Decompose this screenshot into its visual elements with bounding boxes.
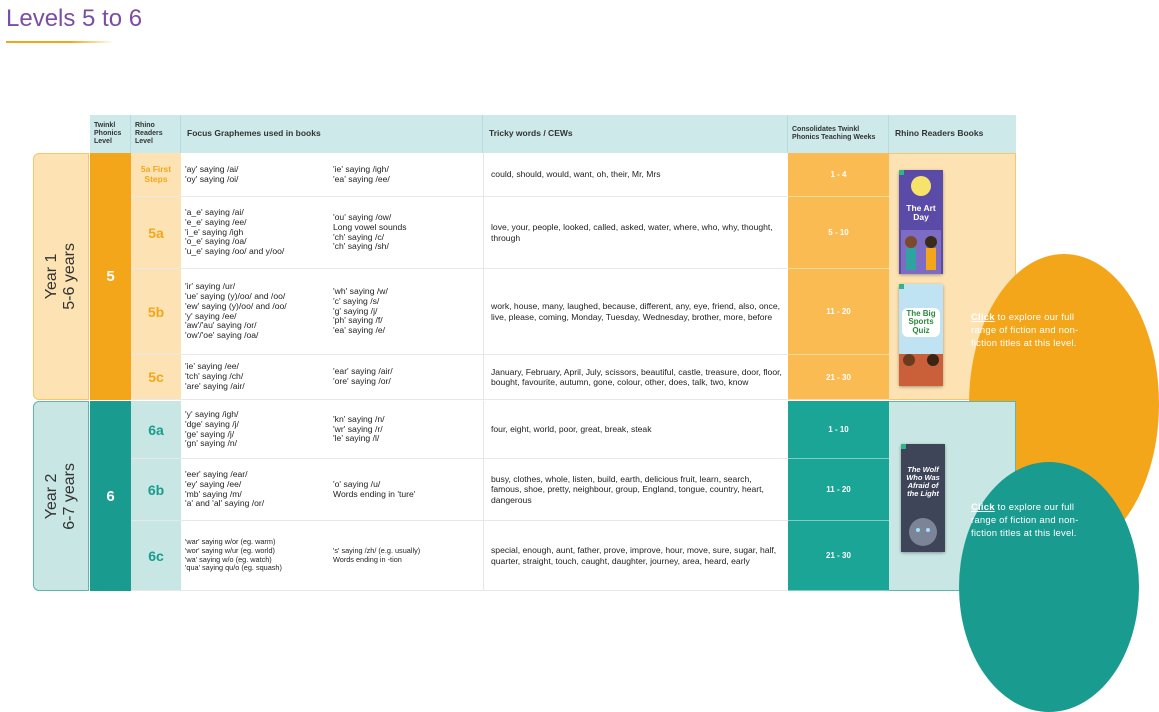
tricky-words: could, should, would, want, oh, their, Mr, Mrs: [483, 153, 788, 196]
books-panel-level-5: [889, 153, 1079, 400]
graphemes-col-2: 's' saying /zh/ (e.g. usually) Words ending in -tion: [333, 545, 421, 564]
header-teaching-weeks: Consolidates Twinkl Phonics Teaching Weeks: [788, 115, 889, 153]
tricky-words: busy, clothes, whole, listen, build, earth, delicious fruit, learn, search, famous, shoe, pretty, neighbour, group, England, tongue, country, heart, dangerous: [483, 459, 788, 520]
graphemes-col-2: 'kn' saying /n/ 'wr' saying /r/ 'le' saying /l/: [333, 413, 385, 444]
table-row: [131, 269, 788, 355]
graphemes-col-1: 'war' saying w/or (eg. warm) 'wor' saying w/ur (eg. world) 'wa' saying w/o (eg. watch) 'qua' saying qu/o (eg. squash): [185, 537, 282, 573]
tricky-words: four, eight, world, poor, great, break, steak: [483, 401, 788, 458]
rhino-level: 6a: [131, 401, 181, 458]
year-2-ages: 6-7 years: [61, 462, 79, 530]
page-title: Levels 5 to 6: [6, 5, 143, 32]
graphemes-col-1: 'a_e' saying /ai/ 'e_e' saying /ee/ 'i_e' saying /igh 'o_e' saying /oa/ 'u_e' saying /oo/ and y/oo/: [185, 206, 285, 257]
year-1-band: [33, 153, 89, 400]
table-row: [131, 401, 788, 459]
teaching-weeks: 21 - 30: [788, 355, 889, 400]
graphemes-col-2: 'o' saying /u/ Words ending in 'ture': [333, 478, 416, 499]
header-books: Rhino Readers Books: [889, 115, 1016, 153]
rhino-level: 6b: [131, 459, 181, 520]
rhino-level: 5b: [131, 269, 181, 354]
header-phonics-level: Twinkl Phonics Level: [90, 115, 131, 153]
cta-rest: to explore our full range of fiction and non-fiction titles at this level.: [971, 502, 1079, 539]
levels-table: [33, 115, 1079, 592]
tricky-words: love, your, people, looked, called, asked, water, where, who, why, thought, through: [483, 197, 788, 268]
decorative-blob: [959, 462, 1139, 712]
teaching-weeks: 1 - 10: [788, 401, 889, 459]
year-1-label: Year 1: [42, 253, 60, 300]
header-rhino-level: Rhino Readers Level: [131, 115, 181, 153]
year-1-ages: 5-6 years: [61, 243, 79, 310]
graphemes-col-2: 'ou' saying /ow/ Long vowel sounds 'ch' saying /c/ 'ch' saying /sh/: [333, 211, 407, 252]
tricky-words: special, enough, aunt, father, prove, improve, hour, move, sure, sugar, half, quarter, straight, touch, caught, daughter, journey, area, heard, early: [483, 521, 788, 590]
table-row: [131, 459, 788, 521]
tricky-words: January, February, April, July, scissors, beautiful, castle, treasure, door, floor, bought, favourite, autumn, gone, colour, other, does, talk, two, know: [483, 355, 788, 399]
cta-text: [971, 312, 1101, 350]
cta-rest: to explore our full range of fiction and non-fiction titles at this level.: [971, 312, 1079, 349]
teaching-weeks: 11 - 20: [788, 459, 889, 521]
wolf-illustration: [901, 444, 945, 552]
book-cover-art-day[interactable]: [899, 170, 943, 274]
graphemes-col-1: 'y' saying /igh/ 'dge' saying /j/ 'ge' saying /j/ 'gn' saying /n/: [185, 408, 239, 449]
graphemes-col-1: 'eer' saying /ear/ 'ey' saying /ee/ 'mb' saying /m/ 'a' and 'al' saying /or/: [185, 468, 265, 509]
tricky-words: work, house, many, laughed, because, different, any, eye, friend, also, once, live, please, coming, Monday, Tuesday, Wednesday, brother, more, before: [483, 269, 788, 354]
table-row: [131, 521, 788, 591]
art-day-illustration: [899, 170, 943, 274]
sports-quiz-title: The Big Sports Quiz: [902, 308, 940, 337]
books-panel-level-6: [889, 401, 1079, 591]
graphemes-col-1: 'ir' saying /ur/ 'ue' saying (y)/oo/ and /oo/ 'ew' saying (y)/oo/ and /oo/ 'y' saying /ee/ 'aw'/'au' saying /or/ 'ow'/'oe' saying /oa/: [185, 280, 287, 341]
year-2-label: Year 2: [42, 473, 60, 519]
teaching-weeks: 1 - 4: [788, 153, 889, 197]
graphemes-col-2: 'ie' saying /igh/ 'ea' saying /ee/: [333, 163, 390, 184]
wolf-title: The Wolf Who Was Afraid of the Light: [906, 465, 940, 498]
table-row: [131, 355, 788, 400]
rhino-level: 5a First Steps: [131, 153, 181, 196]
teaching-weeks: 21 - 30: [788, 521, 889, 591]
header-graphemes: Focus Graphemes used in books: [181, 115, 483, 153]
teaching-weeks: 5 - 10: [788, 197, 889, 269]
teaching-weeks: 11 - 20: [788, 269, 889, 355]
click-link[interactable]: Click: [971, 502, 995, 513]
graphemes-col-2: 'ear' saying /air/ 'ore' saying /or/: [333, 366, 393, 386]
book-cover-wolf[interactable]: [901, 444, 945, 552]
graphemes-col-1: 'ay' saying /ai/ 'oy' saying /oi/: [185, 163, 239, 184]
rhino-level: 6c: [131, 521, 181, 590]
year-2-band: [33, 401, 89, 591]
click-link[interactable]: Click: [971, 312, 995, 323]
phonics-level-5: 5: [90, 153, 131, 400]
graphemes-col-1: 'ie' saying /ee/ 'tch' saying /ch/ 'are' saying /air/: [185, 361, 245, 391]
book-cover-big-sports-quiz[interactable]: [899, 284, 943, 386]
table-row: [131, 153, 788, 197]
graphemes-col-2: 'wh' saying /w/ 'c' saying /s/ 'g' saying /j/ 'ph' saying /f/ 'ea' saying /e/: [333, 285, 388, 336]
header-tricky-words: Tricky words / CEWs: [483, 115, 788, 153]
rhino-level: 5a: [131, 197, 181, 268]
rhino-level: 5c: [131, 355, 181, 399]
cta-text: [971, 502, 1101, 540]
art-day-title: The Art Day: [906, 203, 936, 222]
table-row: [131, 197, 788, 269]
title-underline: [6, 41, 114, 43]
phonics-level-6: 6: [90, 401, 131, 591]
